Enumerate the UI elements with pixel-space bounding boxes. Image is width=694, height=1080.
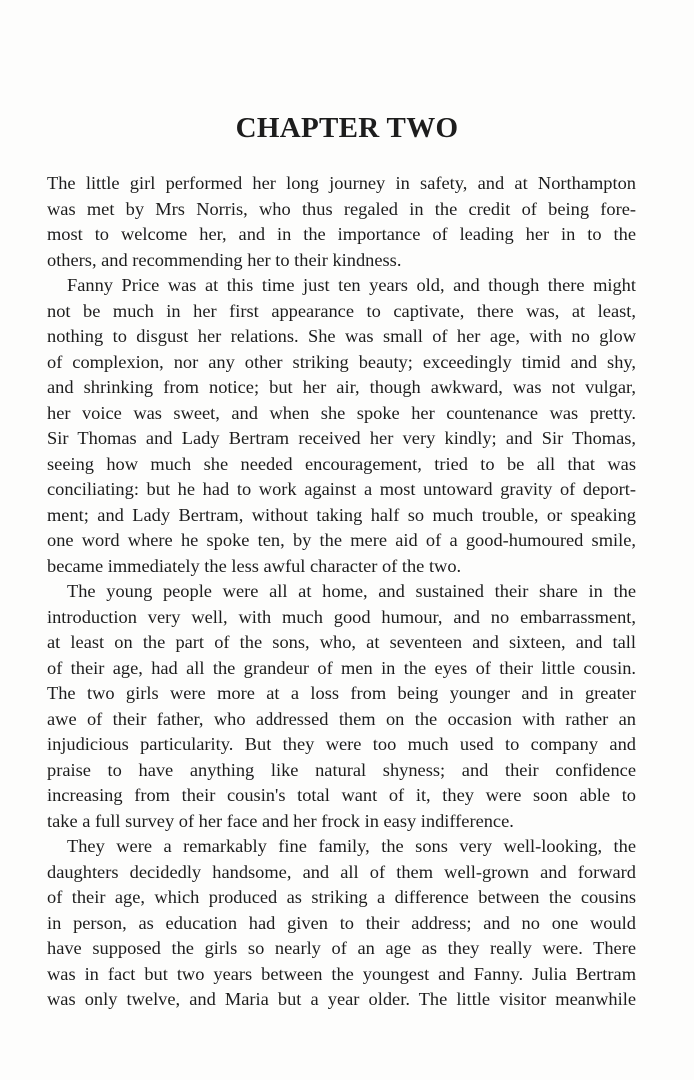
text-line: They were a remarkably fine family, the sons very well-looking, the <box>67 836 636 856</box>
text-line: Fanny Price was at this time just ten years old, and though there might <box>67 275 636 295</box>
text-line: conciliating: but he had to work against a most untoward gravity of deport- <box>47 479 636 499</box>
text-line: became immediately the less awful character of the two. <box>47 555 462 576</box>
text-line: Sir Thomas and Lady Bertram received her very kindly; and Sir Thomas, <box>47 428 636 448</box>
text-line: of complexion, nor any other striking beauty; exceedingly timid and shy, <box>47 351 636 372</box>
text-line: and shrinking from notice; but her air, though awkward, was not vulgar, <box>47 377 636 397</box>
text-line: praise to have anything like natural shyness; and their confidence <box>47 759 636 780</box>
text-line: not be much in her first appearance to captivate, there was, at least, <box>47 300 636 321</box>
text-line: was only twelve, and Maria but a year older. The little visitor meanwhile <box>47 989 636 1009</box>
text-line: have supposed the girls so nearly of an age as they really were. There <box>47 938 636 958</box>
body-text <box>47 171 636 1013</box>
text-line: of their age, had all the grandeur of men in the eyes of their little cousin. <box>47 657 636 678</box>
text-line: increasing from their cousin's total want of it, they were soon able to <box>47 785 636 805</box>
chapter-title: CHAPTER TWO <box>235 112 459 144</box>
text-line: daughters decidedly handsome, and all of them well-grown and forward <box>47 861 636 882</box>
text-line: The two girls were more at a loss from being younger and in greater <box>47 683 636 703</box>
text-line: most to welcome her, and in the importance of leading her in to the <box>47 224 636 244</box>
text-line: take a full survey of her face and her frock in easy indifference. <box>47 810 514 831</box>
text-line: of their age, which produced as striking a difference between the cousins <box>47 887 636 907</box>
text-line: introduction very well, with much good humour, and no embarrassment, <box>47 606 636 627</box>
text-line: was met by Mrs Norris, who thus regaled in the credit of being fore- <box>47 198 636 219</box>
text-line: awe of their father, who addressed them on the occasion with rather an <box>47 708 636 729</box>
text-line: nothing to disgust her relations. She was small of her age, with no glow <box>47 326 636 346</box>
text-line: injudicious particularity. But they were too much used to company and <box>47 734 636 754</box>
text-line: one word where he spoke ten, by the mere aid of a good-humoured smile, <box>47 530 636 550</box>
text-line: was in fact but two years between the youngest and Fanny. Julia Bertram <box>47 963 636 984</box>
text-line: The little girl performed her long journey in safety, and at Northampton <box>47 173 636 193</box>
text-line: seeing how much she needed encouragement, tried to be all that was <box>47 453 636 474</box>
text-line: The young people were all at home, and sustained their share in the <box>67 581 636 601</box>
text-line: her voice was sweet, and when she spoke her countenance was pretty. <box>47 402 636 423</box>
text-line: at least on the part of the sons, who, at seventeen and sixteen, and tall <box>47 632 636 652</box>
text-line: others, and recommending her to their kindness. <box>47 249 402 270</box>
text-line: in person, as education had given to their address; and no one would <box>47 912 636 933</box>
text-line: ment; and Lady Bertram, without taking half so much trouble, or speaking <box>47 504 636 525</box>
